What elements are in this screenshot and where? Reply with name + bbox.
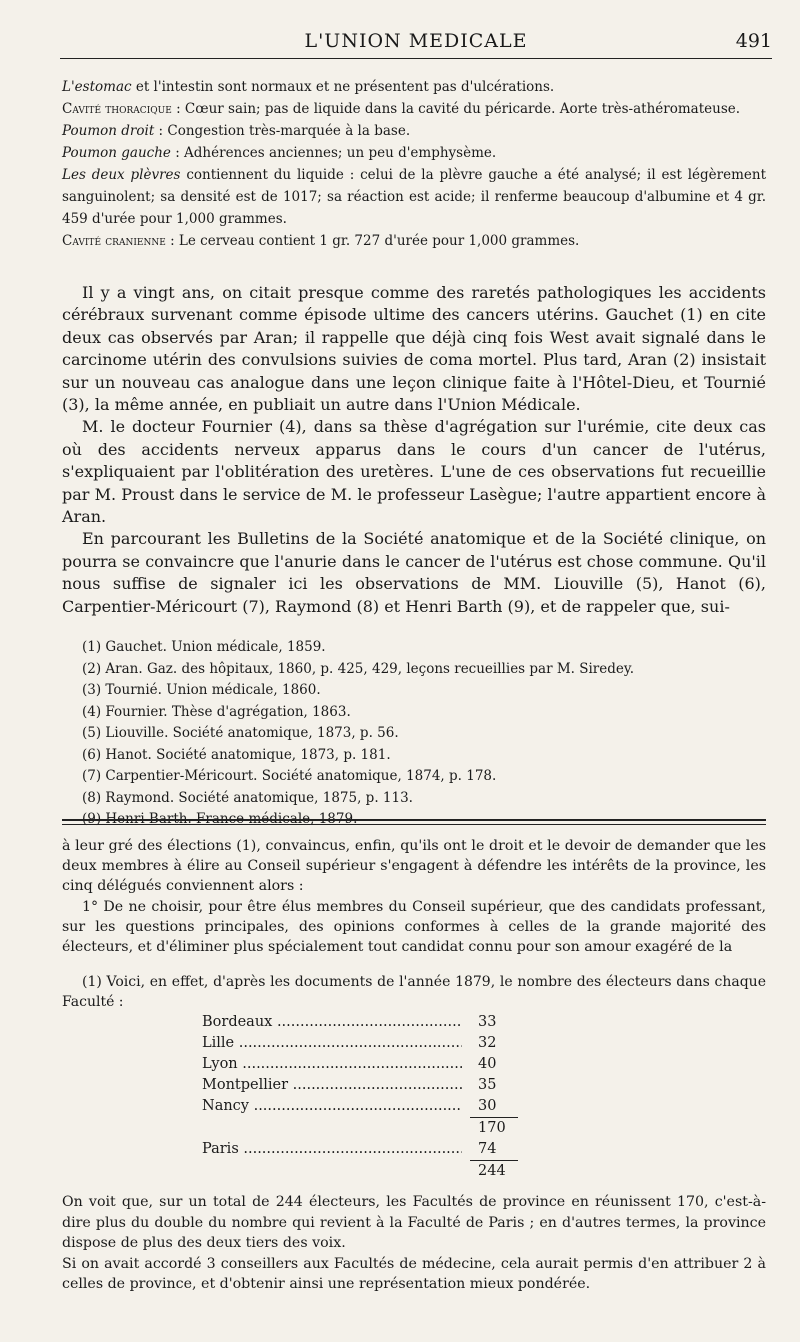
autopsy-findings <box>62 76 766 252</box>
second-article <box>62 836 766 957</box>
electors-table <box>202 1012 518 1182</box>
paragraph: M. le docteur Fournier (4), dans sa thèse d'agrégation sur l'urémie, cite deux cas où des accidents nerveux apparus dans le cours d'un cancer de l'utérus, s'expliquaient par l'oblitération des uretères. L'une de ces observations fut recueillie par M. Proust dans le service de M. le professeur Lasègue; l'autre appartient encore à Aran. <box>62 417 766 527</box>
subtotal-row: 170 <box>478 1120 506 1136</box>
closing-text <box>62 1192 766 1295</box>
section-divider <box>62 819 766 821</box>
total-row: 244 <box>478 1163 506 1179</box>
footnote: (4) Fournier. Thèse d'agrégation, 1863. <box>82 703 351 720</box>
main-text <box>62 282 766 618</box>
footnote: (6) Hanot. Société anatomique, 1873, p. 181. <box>82 746 391 763</box>
autopsy-line: Cavité thoracique : Cœur sain; pas de liquide dans la cavité du péricarde. Aorte très-athéromateuse. <box>62 101 741 117</box>
table-row: Nancy ..... 30 <box>202 1096 518 1117</box>
page-number: 491 <box>735 30 772 52</box>
table-row: Lyon ..... 40 <box>202 1054 518 1075</box>
electors-footnote <box>62 972 766 1012</box>
autopsy-line: Poumon droit : Congestion très-marquée à la base. <box>62 123 411 139</box>
paragraph: Si on avait accordé 3 conseillers aux Facultés de médecine, cela aurait permis d'en attribuer 2 à celles de province, et d'obtenir ainsi une représentation mieux pondérée. <box>62 1255 766 1292</box>
footnote-text: (1) Voici, en effet, d'après les documents de l'année 1879, le nombre des électeurs dans chaque Faculté : <box>62 974 766 1010</box>
table-row: Paris ..... 74 <box>202 1139 518 1160</box>
table-row: Montpellier ..... 35 <box>202 1075 518 1096</box>
footnote: (5) Liouville. Société anatomique, 1873, p. 56. <box>82 725 399 741</box>
footnote: (3) Tournié. Union médicale, 1860. <box>82 682 321 698</box>
paragraph: 1° De ne choisir, pour être élus membres du Conseil supérieur, que des candidats professant, sur les questions principales, des opinions conformes à celles de la grande majorité des électeurs, et d'éliminer plus spécialement tout candidat connu pour son amour exagéré de la <box>62 898 766 956</box>
autopsy-line: L'estomac et l'intestin sont normaux et ne présentent pas d'ulcérations. <box>62 79 555 95</box>
paragraph: Il y a vingt ans, on citait presque comme des raretés pathologiques les accidents cérébraux survenant comme épisode ultime des cancers utérins. Gauchet (1) en cite deux cas observés par Aran; il rappelle que déjà cinq fois West avait signalé dans le carcinome utérin des convulsions suivies de coma mortel. Plus tard, Aran (2) insistait sur un nouveau cas analogue dans une leçon clinique faite à l'Hôtel-Dieu, et Tournié (3), la même année, en publiait un autre dans l'Union Médicale. <box>62 283 766 415</box>
paragraph: En parcourant les Bulletins de la Société anatomique et de la Société clinique, on pourra se convaincre que l'anurie dans le cancer de l'utérus est chose commune. Qu'il nous suffise de signaler ici les observations de MM. Liouville (5), Hanot (6), Carpentier-Méricourt (7), Raymond (8) et Henri Barth (9), et de rappeler que, sui- <box>62 529 766 616</box>
autopsy-line: Cavité cranienne : Le cerveau contient 1 gr. 727 d'urée pour 1,000 grammes. <box>62 233 580 249</box>
footnote: (7) Carpentier-Méricourt. Société anatomique, 1874, p. 178. <box>82 768 497 784</box>
table-row: Lille ..... 32 <box>202 1033 518 1054</box>
running-header <box>60 28 772 59</box>
section-divider-thin <box>62 824 766 825</box>
paragraph: On voit que, sur un total de 244 électeurs, les Facultés de province en réunissent 170, c'est-à-dire plus du double du nombre qui revient à la Faculté de Paris ; en d'autres termes, la province dispose de plus des deux tiers des voix. <box>62 1194 766 1251</box>
footnotes <box>62 637 766 831</box>
footnote: (2) Aran. Gaz. des hôpitaux, 1860, p. 425, 429, leçons recueillies par M. Siredey. <box>82 660 635 677</box>
footnote: (8) Raymond. Société anatomique, 1875, p. 113. <box>82 789 413 806</box>
footnote: (9) Henri Barth. France médicale, 1879. <box>82 811 358 827</box>
footnote: (1) Gauchet. Union médicale, 1859. <box>82 639 326 655</box>
autopsy-line: Les deux plèvres contiennent du liquide : celui de la plèvre gauche a été analysé; il est légèrement sanguinolent; sa densité est de 1017; sa réaction est acide; il renferme beaucoup d'albumine et 4 gr. 459 d'urée pour 1,000 grammes. <box>62 167 767 227</box>
autopsy-line: Poumon gauche : Adhérences anciennes; un peu d'emphysème. <box>62 145 497 161</box>
paragraph: à leur gré des élections (1), convaincus, enfin, qu'ils ont le droit et le devoir de demander que les deux membres à élire au Conseil supérieur s'engagent à défendre les intérêts de la province, les cinq délégués conviennent alors : <box>62 838 766 895</box>
table-row: Bordeaux ..... 33 <box>202 1012 518 1033</box>
journal-title: L'UNION MEDICALE <box>304 30 528 52</box>
